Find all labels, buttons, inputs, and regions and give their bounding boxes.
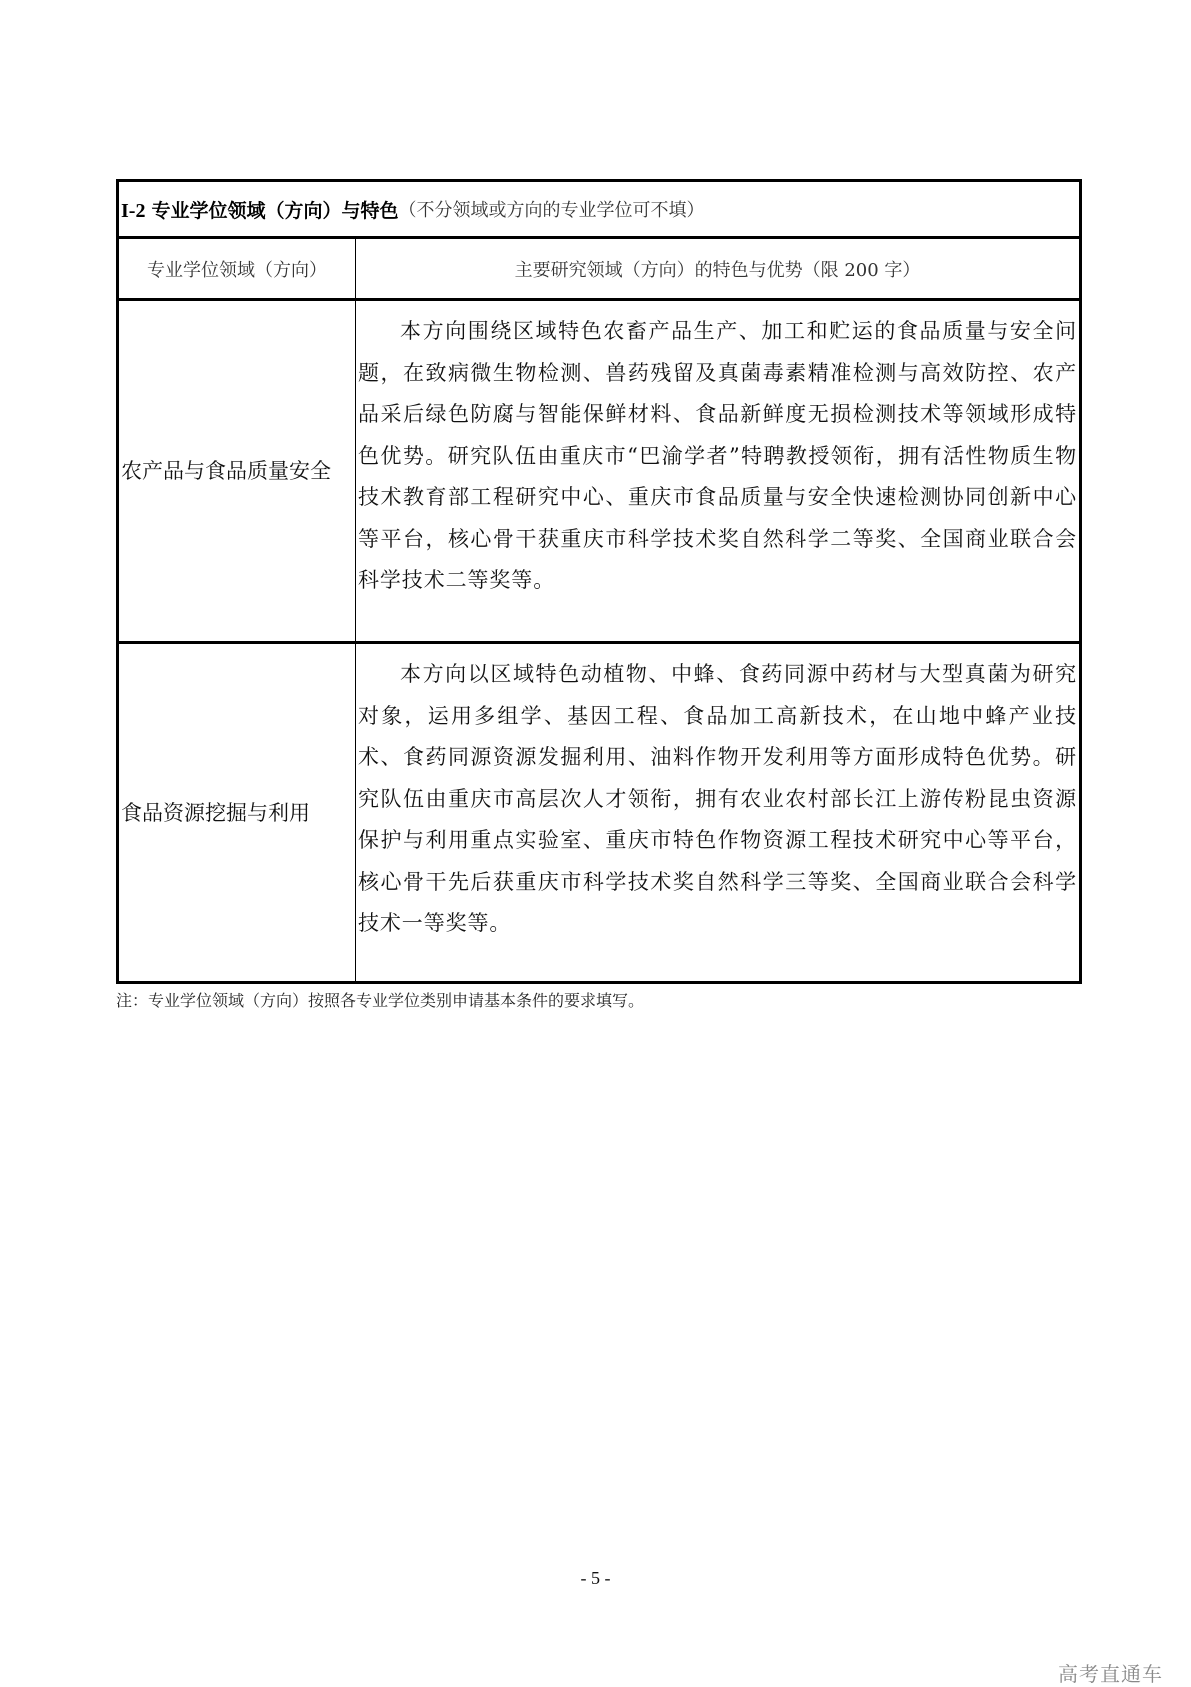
field-description [356,644,1079,981]
table-row [119,298,1079,641]
footnote: 注：专业学位领域（方向）按照各专业学位类别申请基本条件的要求填写。 [116,991,645,1010]
page-number: - 5 - [580,1568,611,1588]
watermark: 高考直通车 [1058,1662,1163,1686]
section-title-text: 专业学位领域（方向）与特色 [151,199,399,222]
header-features: 主要研究领域（方向）的特色与优势（限 200 字） [514,259,921,281]
description-text: 本方向围绕区域特色农畜产品生产、加工和贮运的食品质量与安全问题，在致病微生物检测、兽药残留及真菌毒素精准检测与高效防控、农产品采后绿色防腐与智能保鲜材料、食品新鲜度无损检测技术等领域形成特色优势。研究队伍由重庆市“巴渝学者”特聘教授领衔，拥有活性物质生物技术教育部工程研究中心、重庆市食品质量与安全快速检测协同创新中心等平台，核心骨干获重庆市科学技术奖自然科学二等奖、全国商业联合会科学技术二等奖等。 [358,319,1077,592]
section-title-row [119,182,1079,236]
field-name: 食品资源挖掘与利用 [119,644,356,981]
header-field: 专业学位领域（方向） [119,239,356,298]
field-name: 农产品与食品质量安全 [119,301,356,641]
discipline-features-table [116,179,1082,984]
description-text: 本方向以区域特色动植物、中蜂、食药同源中药材与大型真菌为研究对象，运用多组学、基因工程、食品加工高新技术，在山地中蜂产业技术、食药同源资源发掘利用、油料作物开发利用等方面形成特色优势。研究队伍由重庆市高层次人才领衔，拥有农业农村部长江上游传粉昆虫资源保护与利用重点实验室、重庆市特色作物资源工程技术研究中心等平台，核心骨干先后获重庆市科学技术奖自然科学三等奖、全国商业联合会科学技术一等奖等。 [358,662,1077,935]
section-code: I-2 [121,199,146,222]
table-header-row [119,236,1079,298]
section-title-note: （不分领域或方向的专业学位可不填） [398,200,705,221]
section-title [121,196,398,223]
field-description [356,301,1079,641]
table-row [119,641,1079,981]
